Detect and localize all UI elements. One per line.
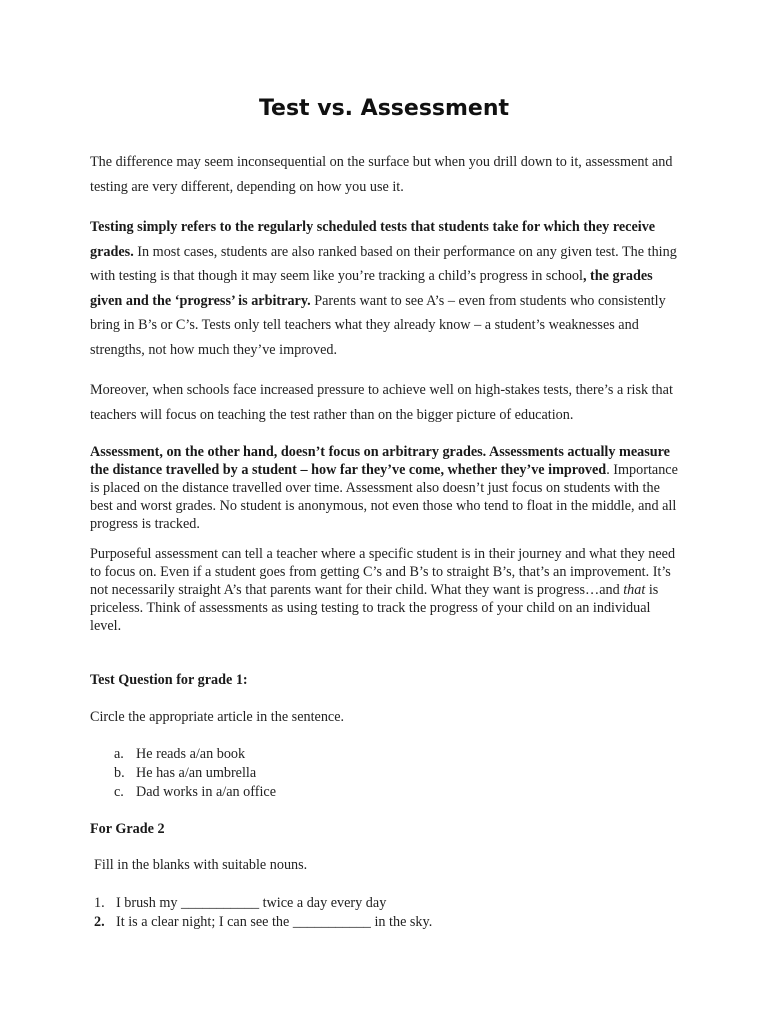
grade2-heading-text: For Grade 2: [90, 821, 165, 837]
list-item-text: Dad works in a/an office: [136, 784, 276, 800]
testing-text: In most cases, students are also ranked based on their performance on any given test. The thing with testing is that though it may seem like you’re tracking a child’s progress in school: [90, 243, 677, 284]
list-marker: b.: [114, 765, 125, 781]
list-item-text: I brush my ___________ twice a day every day: [116, 895, 387, 911]
list-item-text: He reads a/an book: [136, 746, 246, 762]
grade2-instruction: Fill in the blanks with suitable nouns.: [94, 857, 308, 873]
intro-paragraph: The difference may seem inconsequential on the surface but when you drill down to it, assessment and testing are very different, depending on how you use it.: [90, 154, 673, 195]
list-marker: a.: [114, 746, 124, 762]
list-marker: 1.: [94, 895, 105, 911]
purposeful-text-continued: is priceless. Think of assessments as using testing to track the progress of your child on an individual level.: [90, 582, 659, 634]
grade2-heading: [90, 821, 165, 838]
list-marker: c.: [114, 784, 124, 800]
purposeful-paragraph: [90, 545, 680, 635]
list-item-text: It is a clear night; I can see the ___________ in the sky.: [116, 914, 433, 930]
grade1-heading-text: Test Question for grade 1:: [90, 672, 248, 688]
moreover-paragraph: Moreover, when schools face increased pressure to achieve well on high-stakes tests, there’s a risk that teachers will focus on teaching the test rather than on the bigger picture of education.: [90, 382, 673, 423]
grade1-heading: [90, 672, 248, 689]
testing-paragraph: [90, 215, 680, 362]
assessment-bold-lead: Assessment, on the other hand, doesn’t focus on arbitrary grades. Assessments actually measure the distance travelled by a student – how far they’ve come, whether they’ve improved: [90, 444, 670, 478]
testing-bold-lead: Testing simply refers to the regularly scheduled tests that students take for which they receive grades.: [90, 219, 656, 260]
grade1-instruction: Circle the appropriate article in the sentence.: [90, 709, 345, 725]
list-marker: 2.: [94, 914, 105, 930]
assessment-text: . Importance is placed on the distance travelled over time. Assessment also doesn’t just focus on students with the best and worst grades. No student is anonymous, not even those who tend to float in the middle, and all progress is tracked.: [90, 462, 678, 532]
testing-text-continued: Parents want to see A’s – even from students who consistently bring in B’s or C’s. Tests only tell teachers what they already know – a student’s weaknesses and strengths, not how much they’ve improved.: [90, 292, 666, 358]
testing-bold-emphasis: , the grades given and the ‘progress’ is arbitrary.: [90, 268, 653, 309]
list-item-text: He has a/an umbrella: [136, 765, 257, 781]
page-title: Test vs. Assessment: [258, 96, 510, 121]
purposeful-italic: that: [623, 582, 646, 598]
purposeful-text: Purposeful assessment can tell a teacher where a specific student is in their journey and what they need to focus on. Even if a student goes from getting C’s and B’s to straight B’s, that’s an improvement. It’s not necessarily straight A’s that parents want for their child. What they want is progress…and: [90, 546, 676, 598]
assessment-paragraph: [90, 443, 680, 533]
